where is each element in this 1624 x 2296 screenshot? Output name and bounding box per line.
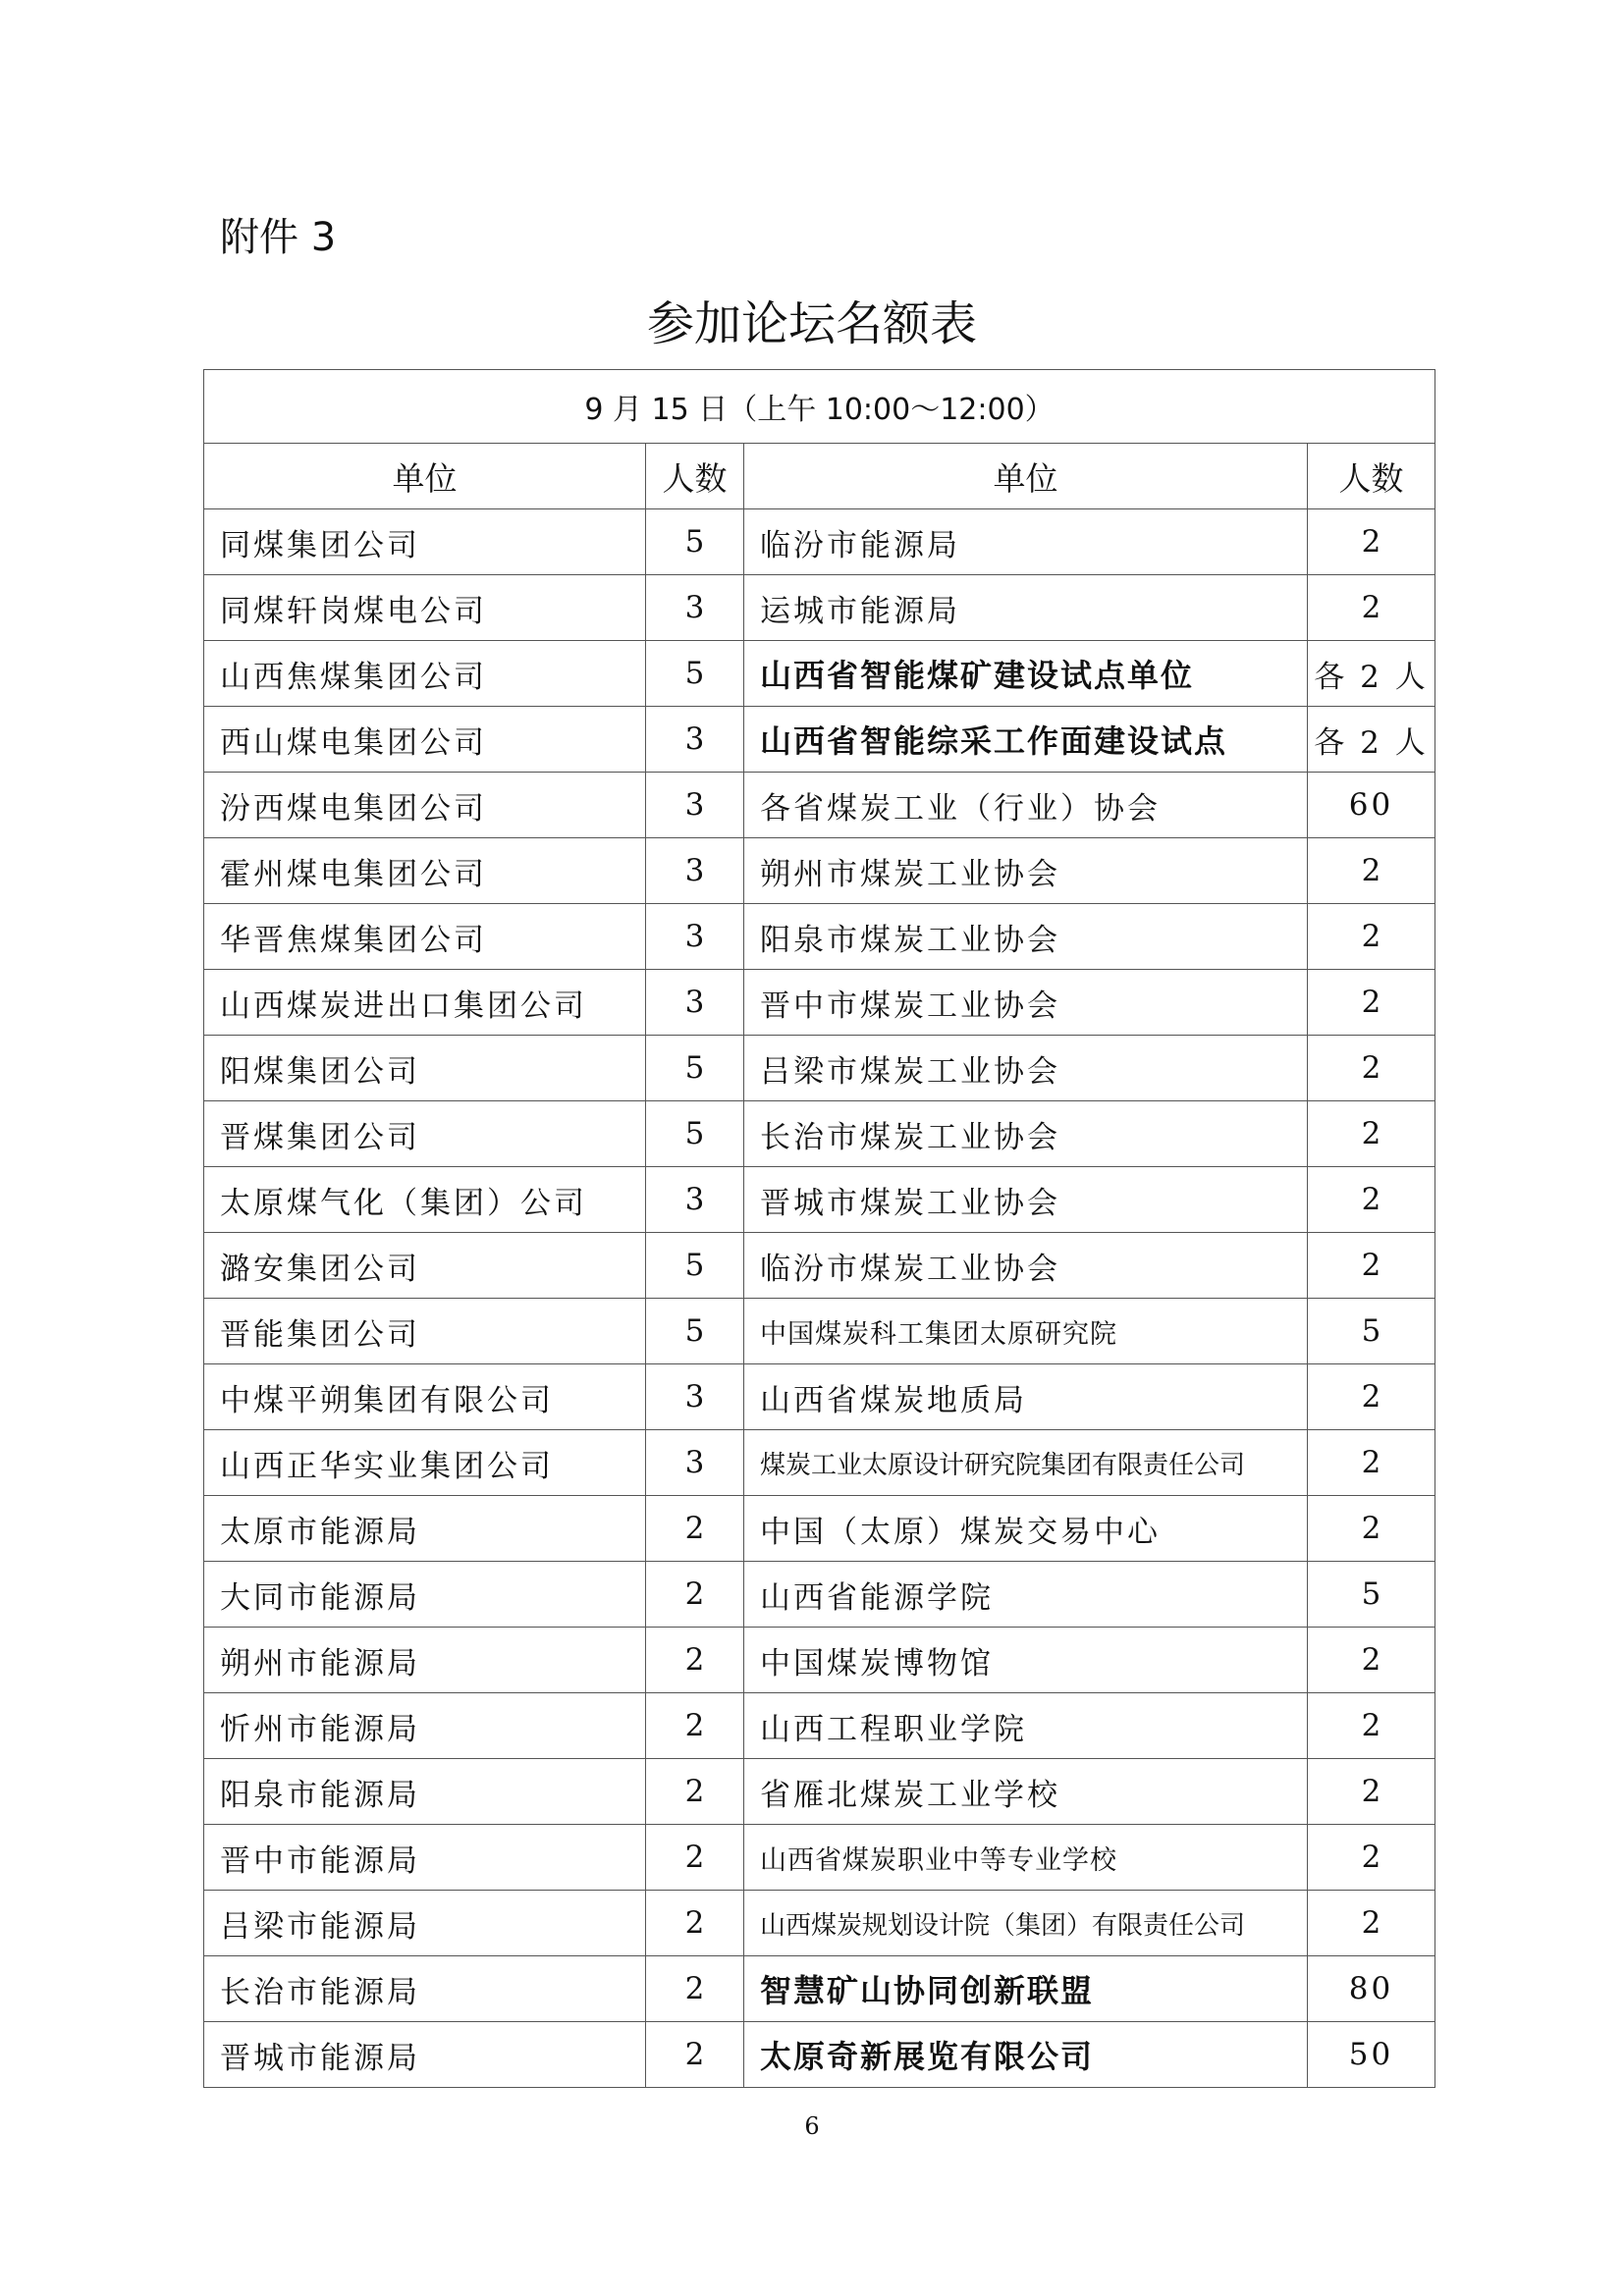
left-unit-cell: 潞安集团公司 — [204, 1233, 646, 1299]
right-unit-cell: 太原奇新展览有限公司 — [744, 2022, 1308, 2088]
left-count-cell: 5 — [646, 1101, 744, 1167]
table-row — [204, 1430, 1435, 1496]
table-row — [204, 1036, 1435, 1101]
header-count-right: 人数 — [1308, 444, 1435, 509]
left-unit-cell: 同煤轩岗煤电公司 — [204, 575, 646, 641]
left-unit-cell: 阳泉市能源局 — [204, 1759, 646, 1825]
right-unit-cell: 山西省煤炭地质局 — [744, 1364, 1308, 1430]
left-unit-cell: 同煤集团公司 — [204, 509, 646, 575]
right-count-cell: 2 — [1308, 1430, 1435, 1496]
right-unit-cell: 各省煤炭工业（行业）协会 — [744, 773, 1308, 838]
left-count-cell: 5 — [646, 1036, 744, 1101]
table-row — [204, 1891, 1435, 1956]
left-unit-cell: 晋中市能源局 — [204, 1825, 646, 1891]
right-count-cell: 2 — [1308, 1233, 1435, 1299]
left-count-cell: 3 — [646, 1364, 744, 1430]
right-unit-cell: 山西省煤炭职业中等专业学校 — [744, 1825, 1308, 1891]
left-unit-cell: 晋煤集团公司 — [204, 1101, 646, 1167]
right-count-cell: 2 — [1308, 1825, 1435, 1891]
document-title: 参加论坛名额表 — [646, 296, 977, 351]
right-unit-cell: 长治市煤炭工业协会 — [744, 1101, 1308, 1167]
left-unit-cell: 山西焦煤集团公司 — [204, 641, 646, 707]
left-unit-cell: 太原煤气化（集团）公司 — [204, 1167, 646, 1233]
right-unit-cell: 晋中市煤炭工业协会 — [744, 970, 1308, 1036]
left-count-cell: 3 — [646, 773, 744, 838]
table-row — [204, 1956, 1435, 2022]
left-unit-cell: 山西正华实业集团公司 — [204, 1430, 646, 1496]
session-cell: 9 月 15 日（上午 10:00～12:00） — [204, 370, 1435, 444]
right-unit-cell: 山西煤炭规划设计院（集团）有限责任公司 — [744, 1891, 1308, 1956]
right-unit-cell: 运城市能源局 — [744, 575, 1308, 641]
right-unit-cell: 中国煤炭博物馆 — [744, 1628, 1308, 1693]
right-count-cell: 2 — [1308, 1101, 1435, 1167]
right-count-cell: 2 — [1308, 575, 1435, 641]
right-unit-cell: 吕梁市煤炭工业协会 — [744, 1036, 1308, 1101]
right-count-cell: 2 — [1308, 1496, 1435, 1562]
left-count-cell: 2 — [646, 1956, 744, 2022]
right-count-cell: 2 — [1308, 838, 1435, 904]
right-count-cell: 2 — [1308, 970, 1435, 1036]
table-row — [204, 1233, 1435, 1299]
right-count-cell: 2 — [1308, 904, 1435, 970]
right-count-cell: 5 — [1308, 1562, 1435, 1628]
right-count-cell: 2 — [1308, 1891, 1435, 1956]
header-unit-left: 单位 — [204, 444, 646, 509]
table-row — [204, 1759, 1435, 1825]
left-unit-cell: 霍州煤电集团公司 — [204, 838, 646, 904]
left-unit-cell: 晋城市能源局 — [204, 2022, 646, 2088]
quota-table — [203, 369, 1435, 2088]
table-row — [204, 904, 1435, 970]
right-unit-cell: 山西省智能煤矿建设试点单位 — [744, 641, 1308, 707]
table-row — [204, 1299, 1435, 1364]
session-row — [204, 370, 1435, 444]
left-unit-cell: 汾西煤电集团公司 — [204, 773, 646, 838]
table-row — [204, 1101, 1435, 1167]
right-count-cell: 2 — [1308, 1036, 1435, 1101]
right-unit-cell: 阳泉市煤炭工业协会 — [744, 904, 1308, 970]
left-count-cell: 3 — [646, 575, 744, 641]
left-count-cell: 5 — [646, 509, 744, 575]
header-row — [204, 444, 1435, 509]
table-row — [204, 509, 1435, 575]
right-unit-cell: 煤炭工业太原设计研究院集团有限责任公司 — [744, 1430, 1308, 1496]
table-row — [204, 1167, 1435, 1233]
left-count-cell: 3 — [646, 838, 744, 904]
table-row — [204, 575, 1435, 641]
left-unit-cell: 山西煤炭进出口集团公司 — [204, 970, 646, 1036]
table-row — [204, 1628, 1435, 1693]
right-count-cell: 2 — [1308, 1759, 1435, 1825]
right-unit-cell: 省雁北煤炭工业学校 — [744, 1759, 1308, 1825]
table-row — [204, 1825, 1435, 1891]
table-body — [204, 509, 1435, 2088]
right-count-cell: 2 — [1308, 1693, 1435, 1759]
left-unit-cell: 大同市能源局 — [204, 1562, 646, 1628]
left-count-cell: 2 — [646, 1759, 744, 1825]
table-row — [204, 641, 1435, 707]
left-unit-cell: 西山煤电集团公司 — [204, 707, 646, 773]
right-count-cell: 各 2 人 — [1308, 641, 1435, 707]
left-unit-cell: 中煤平朔集团有限公司 — [204, 1364, 646, 1430]
right-count-cell: 5 — [1308, 1299, 1435, 1364]
right-unit-cell: 临汾市能源局 — [744, 509, 1308, 575]
left-count-cell: 3 — [646, 904, 744, 970]
right-unit-cell: 临汾市煤炭工业协会 — [744, 1233, 1308, 1299]
table-row — [204, 2022, 1435, 2088]
right-count-cell: 80 — [1308, 1956, 1435, 2022]
left-count-cell: 2 — [646, 1891, 744, 1956]
table-row — [204, 1496, 1435, 1562]
left-count-cell: 3 — [646, 1167, 744, 1233]
table-row — [204, 1693, 1435, 1759]
right-count-cell: 50 — [1308, 2022, 1435, 2088]
left-count-cell: 2 — [646, 1693, 744, 1759]
left-count-cell: 2 — [646, 1562, 744, 1628]
left-unit-cell: 忻州市能源局 — [204, 1693, 646, 1759]
right-unit-cell: 智慧矿山协同创新联盟 — [744, 1956, 1308, 2022]
left-unit-cell: 长治市能源局 — [204, 1956, 646, 2022]
header-count-left: 人数 — [646, 444, 744, 509]
right-unit-cell: 朔州市煤炭工业协会 — [744, 838, 1308, 904]
right-count-cell: 2 — [1308, 1364, 1435, 1430]
right-unit-cell: 山西工程职业学院 — [744, 1693, 1308, 1759]
right-unit-cell: 晋城市煤炭工业协会 — [744, 1167, 1308, 1233]
left-count-cell: 2 — [646, 1825, 744, 1891]
left-count-cell: 3 — [646, 707, 744, 773]
left-count-cell: 5 — [646, 641, 744, 707]
table-row — [204, 773, 1435, 838]
page-number: 6 — [804, 2112, 820, 2140]
right-unit-cell: 中国（太原）煤炭交易中心 — [744, 1496, 1308, 1562]
left-count-cell: 2 — [646, 2022, 744, 2088]
left-count-cell: 3 — [646, 1430, 744, 1496]
right-unit-cell: 中国煤炭科工集团太原研究院 — [744, 1299, 1308, 1364]
table-row — [204, 970, 1435, 1036]
left-count-cell: 3 — [646, 970, 744, 1036]
table-row — [204, 838, 1435, 904]
left-unit-cell: 吕梁市能源局 — [204, 1891, 646, 1956]
right-count-cell: 2 — [1308, 1628, 1435, 1693]
right-count-cell: 60 — [1308, 773, 1435, 838]
attachment-label: 附件 3 — [220, 215, 337, 260]
left-count-cell: 2 — [646, 1628, 744, 1693]
left-count-cell: 5 — [646, 1233, 744, 1299]
table-row — [204, 1562, 1435, 1628]
header-unit-right: 单位 — [744, 444, 1308, 509]
right-count-cell: 2 — [1308, 1167, 1435, 1233]
right-count-cell: 各 2 人 — [1308, 707, 1435, 773]
left-unit-cell: 太原市能源局 — [204, 1496, 646, 1562]
table-row — [204, 1364, 1435, 1430]
left-count-cell: 2 — [646, 1496, 744, 1562]
right-unit-cell: 山西省能源学院 — [744, 1562, 1308, 1628]
left-count-cell: 5 — [646, 1299, 744, 1364]
table-row — [204, 707, 1435, 773]
left-unit-cell: 朔州市能源局 — [204, 1628, 646, 1693]
left-unit-cell: 晋能集团公司 — [204, 1299, 646, 1364]
right-count-cell: 2 — [1308, 509, 1435, 575]
left-unit-cell: 华晋焦煤集团公司 — [204, 904, 646, 970]
right-unit-cell: 山西省智能综采工作面建设试点 — [744, 707, 1308, 773]
left-unit-cell: 阳煤集团公司 — [204, 1036, 646, 1101]
